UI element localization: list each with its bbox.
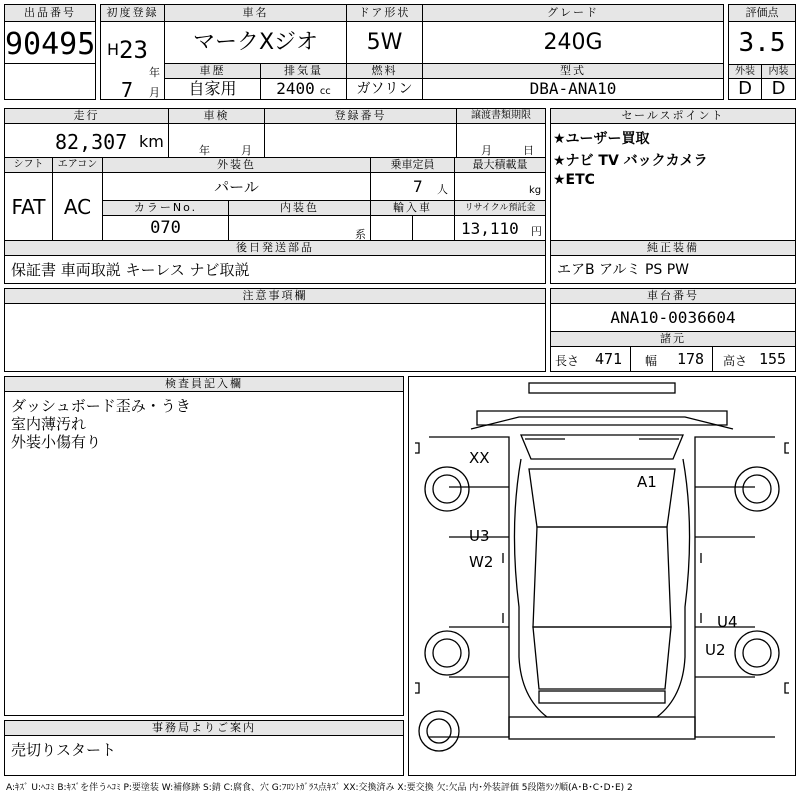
diagram-mark: W2: [469, 553, 494, 571]
grade-label: グレード: [423, 5, 723, 22]
displacement-label: 排気量: [261, 64, 347, 79]
details-box: [4, 108, 546, 284]
diagram-mark: A1: [637, 473, 657, 491]
int-color-cell: [229, 216, 371, 241]
recycle-value: 13,110: [461, 219, 519, 238]
diagram-rear-panel: [509, 717, 695, 739]
mileage-label: 走行: [5, 109, 169, 124]
specs-label: 諸元: [551, 332, 795, 347]
recycle-unit: 円: [531, 225, 542, 238]
lot-number-box: [4, 4, 96, 100]
displacement-unit: cc: [319, 86, 331, 97]
inspector-label: 検査員記入欄: [5, 377, 403, 392]
fuel-label: 燃料: [347, 64, 423, 79]
color-no-value: 070: [103, 216, 229, 241]
car-diagram: [409, 377, 795, 775]
grade-value: 240G: [423, 22, 723, 64]
import-label: 輸入車: [371, 201, 455, 216]
equipment-label: 純正装備: [551, 241, 795, 256]
spec-width-cell: [631, 347, 713, 371]
office-box: [4, 720, 404, 776]
inspector-line: ダッシュボード歪み・うき: [11, 397, 191, 415]
ext-score-value: D: [729, 79, 762, 99]
lot-number-divider: [5, 63, 95, 64]
history-value: 自家用: [165, 79, 261, 99]
model-code-label: 型式: [423, 64, 723, 79]
diagram-wheel-rl: [425, 631, 469, 675]
chassis-value: ANA10-0036604: [551, 304, 795, 332]
diagram-door-handles: [503, 553, 701, 623]
diagram-hood-curve: [471, 417, 733, 429]
diagram-mark: U3: [469, 527, 490, 545]
inspection-month-unit: 月: [241, 144, 252, 157]
diagram-wheel-rl-inner: [433, 639, 461, 667]
diagram-right-side: [695, 437, 775, 737]
transfer-label: 譲渡書類期限: [457, 109, 545, 124]
diagram-rear-bumper: [539, 691, 665, 703]
recycle-label: リサイクル預託金: [455, 201, 545, 216]
mileage-cell: [5, 124, 169, 158]
first-reg-value-cell: [101, 22, 165, 99]
spec-length-label: 長さ: [555, 354, 580, 368]
load-label: 最大積載量: [455, 158, 545, 173]
diagram-mark: U4: [717, 613, 738, 631]
door-label: ドア形状: [347, 5, 423, 22]
fuel-value: ガソリン: [347, 79, 423, 99]
first-reg-era: H: [107, 40, 120, 59]
equipment-value: エアB アルミ PS PW: [557, 262, 690, 278]
shift-value: FAT: [5, 173, 53, 241]
ext-score-label: 外装: [729, 64, 762, 79]
spec-width-value: 178: [677, 350, 705, 368]
diagram-roof: [533, 527, 671, 627]
vehicle-info-box: [100, 4, 724, 100]
spec-height-value: 155: [759, 350, 787, 368]
diagram-wheel-fl-inner: [433, 475, 461, 503]
history-label: 車歴: [165, 64, 261, 79]
spec-height-label: 高さ: [723, 354, 748, 368]
diagram-wheel-fr-inner: [743, 475, 771, 503]
diagram-front-bar: [529, 383, 675, 393]
notes-box: [4, 288, 546, 372]
score-value: 3.5: [738, 28, 786, 58]
damage-legend: A:ｷｽﾞ U:ﾍｺﾐ B:ｷｽﾞを伴うﾍｺﾐ P:要塗装 W:補修跡 S:錆 C:腐食、穴 G:ﾌﾛﾝﾄｶﾞﾗｽ点ｷｽﾞ XX:交換済み X:要交換 欠:欠品 内･外装評価 5段階ﾗﾝｸ順(A･B･C･D･E) 2: [6, 783, 633, 793]
office-label: 事務局よりご案内: [5, 721, 403, 736]
capacity-label: 乗車定員: [371, 158, 455, 173]
diagram-spare-wheel-inner: [427, 719, 451, 743]
transfer-cell: [457, 124, 545, 158]
diagram-spare-wheel: [419, 711, 459, 751]
diagram-body-center: [514, 459, 689, 717]
diagram-rear-window: [533, 627, 671, 689]
inspection-cell: [169, 124, 265, 158]
later-parts-value: 保証書 車両取説 キーレス ナビ取説: [11, 261, 250, 279]
inspection-label: 車検: [169, 109, 265, 124]
capacity-cell: [371, 173, 455, 201]
model-code-value: DBA-ANA10: [529, 79, 617, 98]
sales-point-item: ★ナビ TV バックカメラ: [553, 153, 708, 169]
later-parts-label: 後日発送部品: [5, 241, 545, 256]
int-color-label: 内装色: [229, 201, 371, 216]
import-value-b: [413, 216, 455, 241]
import-value-a: [371, 216, 413, 241]
diagram-left-doors: [449, 487, 509, 677]
notes-label: 注意事項欄: [5, 289, 545, 304]
score-box: [728, 4, 796, 100]
int-color-unit: 系: [355, 228, 366, 241]
spec-length-value: 471: [595, 350, 623, 368]
chassis-box: [550, 288, 796, 372]
office-value: 売切りスタート: [11, 741, 117, 759]
displacement-value: 2400: [276, 79, 315, 98]
diagram-wheel-rr: [735, 631, 779, 675]
mileage-value: 82,307: [55, 130, 128, 154]
int-score-label: 内装: [762, 64, 795, 79]
inspector-line: 外装小傷有り: [11, 433, 102, 451]
ext-color-value: パール: [103, 173, 371, 201]
load-unit: kg: [529, 185, 542, 196]
aircon-value: AC: [53, 173, 103, 241]
inspection-year-unit: 年: [199, 144, 210, 157]
sales-point-item: ★ユーザー買取: [553, 131, 650, 147]
diagram-wheel-fr: [735, 467, 779, 511]
reg-no-label: 登録番号: [265, 109, 457, 124]
first-reg-month-unit: 月: [149, 86, 160, 99]
aircon-label: エアコン: [53, 158, 103, 173]
shift-label: シフト: [5, 158, 53, 173]
transfer-day-unit: 日: [523, 144, 534, 157]
chassis-label: 車台番号: [551, 289, 795, 304]
ext-color-label: 外装色: [103, 158, 371, 173]
sales-point-item: ★ETC: [553, 172, 595, 188]
score-label: 評価点: [729, 5, 795, 22]
sales-points-box: [550, 108, 796, 242]
diagram-wheel-rr-inner: [743, 639, 771, 667]
spec-length-cell: [551, 347, 631, 371]
spec-height-cell: [713, 347, 795, 371]
first-reg-year: 23: [119, 36, 148, 64]
first-reg-label: 初度登録: [101, 5, 165, 22]
diagram-left-side: [429, 437, 509, 737]
equipment-box: [550, 240, 796, 284]
capacity-unit: 人: [437, 183, 448, 196]
diagram-wheel-fl: [425, 467, 469, 511]
door-value: 5W: [347, 22, 423, 64]
mileage-unit: km: [139, 132, 164, 151]
color-no-label: カラーNo.: [103, 201, 229, 216]
spec-width-label: 幅: [645, 354, 658, 368]
recycle-cell: [455, 216, 545, 241]
first-reg-month: 7: [121, 78, 134, 99]
inspector-box: [4, 376, 404, 716]
inspector-line: 室内薄汚れ: [11, 415, 87, 433]
diagram-mark: U2: [705, 641, 726, 659]
car-diagram-box: [408, 376, 796, 776]
diagram-mark: XX: [469, 449, 490, 467]
car-name-label: 車名: [165, 5, 347, 22]
sales-points-label: セールスポイント: [551, 109, 795, 124]
transfer-month-unit: 月: [481, 144, 492, 157]
load-cell: [455, 173, 545, 201]
capacity-value: 7: [413, 177, 423, 196]
reg-no-value: [265, 124, 457, 158]
car-name-value: マークXジオ: [165, 22, 347, 64]
first-reg-year-unit: 年: [149, 66, 160, 79]
displacement-cell: [261, 79, 347, 99]
int-score-value: D: [771, 79, 786, 99]
lot-number-label: 出品番号: [5, 5, 95, 22]
lot-number-value: 90495: [5, 27, 95, 62]
